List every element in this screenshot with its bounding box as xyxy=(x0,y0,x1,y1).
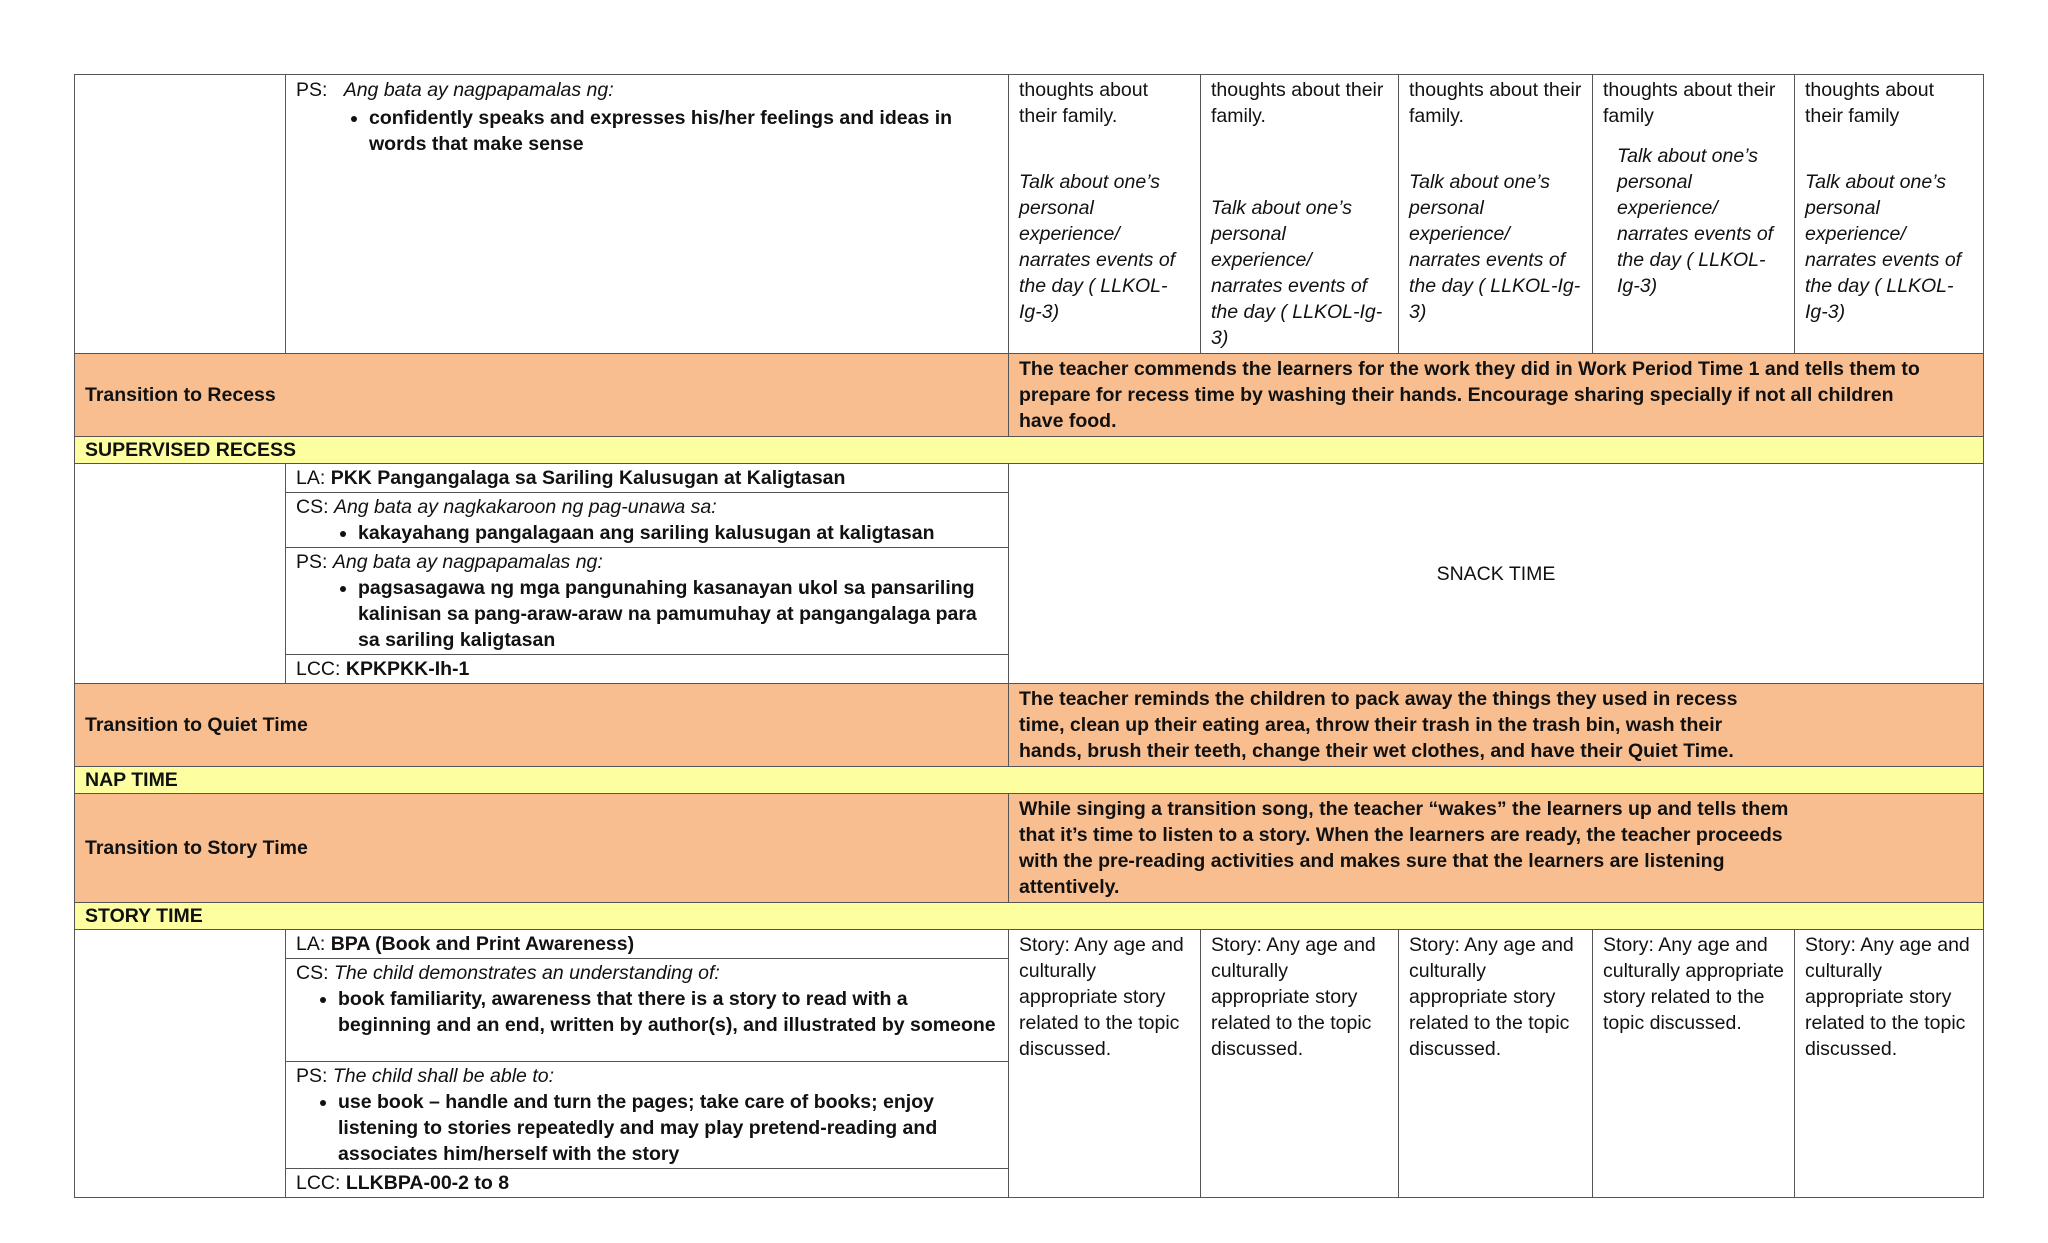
day-4-cell xyxy=(1593,75,1795,354)
ps-cell xyxy=(286,75,1009,354)
story-block-row xyxy=(75,930,1984,1198)
story-lcc-prefix: LCC: xyxy=(296,1172,341,1194)
recess-block-row xyxy=(75,464,1984,684)
recess-lcc-prefix: LCC: xyxy=(296,658,341,680)
story-time-row xyxy=(75,903,1984,930)
story-competency-cell xyxy=(286,930,1009,1198)
story-cs-bullet: • book familiarity, awareness that there is a story to read with a beginning and an end, written by author(s), and illustrated by someone xyxy=(338,986,998,1038)
day-2-cell xyxy=(1201,75,1399,354)
story-day-4: Story: Any age and culturally appropriate story related to the topic discussed. xyxy=(1593,930,1795,1198)
day-5-line1: thoughts about their family xyxy=(1805,79,1935,127)
recess-lcc xyxy=(286,655,1008,684)
story-cs-prefix: CS: xyxy=(296,962,329,984)
story-ps-prefix: PS: xyxy=(296,1065,328,1087)
recess-la xyxy=(286,464,1008,493)
story-time-label: STORY TIME xyxy=(75,903,1984,930)
transition-recess-label: Transition to Recess xyxy=(75,354,1009,437)
nap-time-label: NAP TIME xyxy=(75,767,1984,794)
story-day-1: Story: Any age and culturally appropriate story related to the topic discussed. xyxy=(1009,930,1201,1198)
recess-ps-lead: Ang bata ay nagpapamalas ng: xyxy=(332,551,603,573)
story-la xyxy=(286,930,1008,959)
recess-competency-cell xyxy=(286,464,1009,684)
story-ps-lead: The child shall be able to: xyxy=(332,1065,554,1087)
day-1-line1: thoughts about their family. xyxy=(1019,79,1149,127)
story-day-3: Story: Any age and culturally appropriate story related to the topic discussed. xyxy=(1399,930,1593,1198)
transition-recess-text: The teacher commends the learners for the work they did in Work Period Time 1 and tells them to prepare for recess time by washing their hands. Encourage sharing specially if not all children have food. xyxy=(1009,354,1984,437)
recess-competency-table xyxy=(286,464,1008,683)
day-5-cell xyxy=(1795,75,1984,354)
day-2-line2: Talk about one’s personal experience/ narrates events of the day ( LLKOL-Ig-3) xyxy=(1211,197,1383,349)
ps-lead: Ang bata ay nagpapamalas ng: xyxy=(343,79,614,101)
day-1-line2: Talk about one’s personal experience/ narrates events of the day ( LLKOL-Ig-3) xyxy=(1019,171,1176,323)
day-3-line2: Talk about one’s personal experience/ narrates events of the day ( LLKOL-Ig-3) xyxy=(1409,171,1581,323)
day-5-line2: Talk about one’s personal experience/ narrates events of the day ( LLKOL-Ig-3) xyxy=(1805,171,1962,323)
story-competency-table xyxy=(286,930,1008,1197)
ps-bullet: • confidently speaks and expresses his/her feelings and ideas in words that make sense xyxy=(369,105,998,157)
transition-quiet-label: Transition to Quiet Time xyxy=(75,684,1009,767)
supervised-recess-row xyxy=(75,437,1984,464)
daily-lesson-log-table xyxy=(74,74,1984,1198)
recess-ps-prefix: PS: xyxy=(296,551,328,573)
empty-cell xyxy=(75,464,286,684)
story-la-prefix: LA: xyxy=(296,933,326,955)
story-day-5: Story: Any age and culturally appropriate story related to the topic discussed. xyxy=(1795,930,1984,1198)
transition-quiet-row xyxy=(75,684,1984,767)
day-1-cell xyxy=(1009,75,1201,354)
transition-story-label: Transition to Story Time xyxy=(75,794,1009,903)
story-ps-bullet: • use book – handle and turn the pages; take care of books; enjoy listening to stories repeatedly and may play pretend-reading and associates him/herself with the story xyxy=(338,1089,998,1167)
story-cs-lead: The child demonstrates an understanding of: xyxy=(333,962,720,984)
recess-cs-prefix: CS: xyxy=(296,496,329,518)
story-la-value: BPA (Book and Print Awareness) xyxy=(330,933,635,955)
transition-recess-row xyxy=(75,354,1984,437)
ps-prefix: PS: xyxy=(296,79,328,101)
empty-cell xyxy=(75,75,286,354)
transition-story-text: While singing a transition song, the teacher “wakes” the learners up and tells them that it’s time to listen to a story. When the learners are ready, the teacher proceeds with the pre-reading activities and makes sure that the learners are listening attentively. xyxy=(1009,794,1984,903)
oral-language-row xyxy=(75,75,1984,354)
recess-ps xyxy=(286,548,1008,655)
recess-lcc-value: KPKPKK-Ih-1 xyxy=(345,658,470,680)
story-cs xyxy=(286,959,1008,1062)
day-4-line1: thoughts about their family xyxy=(1603,79,1776,127)
recess-cs xyxy=(286,493,1008,548)
story-ps xyxy=(286,1062,1008,1169)
transition-quiet-text: The teacher reminds the children to pack away the things they used in recess time, clean up their eating area, throw their trash in the trash bin, wash their hands, brush their teeth, change their wet clothes, and have their Quiet Time. xyxy=(1009,684,1984,767)
recess-la-prefix: LA: xyxy=(296,467,326,489)
recess-cs-lead: Ang bata ay nagkakaroon ng pag-unawa sa: xyxy=(333,496,717,518)
nap-time-row xyxy=(75,767,1984,794)
lesson-plan-sheet xyxy=(74,74,1983,1198)
empty-cell xyxy=(75,930,286,1198)
day-2-line1: thoughts about their family. xyxy=(1211,79,1384,127)
snack-time-label: SNACK TIME xyxy=(1436,562,1556,585)
day-3-line1: thoughts about their family. xyxy=(1409,79,1582,127)
recess-cs-bullet: • kakayahang pangalagaan ang sariling kalusugan at kaligtasan xyxy=(358,520,998,546)
snack-time-cell xyxy=(1009,464,1984,684)
recess-ps-bullet: • pagsasagawa ng mga pangunahing kasanayan ukol sa pansariling kalinisan sa pang-araw-araw na pamumuhay at pangangalaga para sa sariling kaligtasan xyxy=(358,575,998,653)
supervised-recess-label: SUPERVISED RECESS xyxy=(75,437,1984,464)
day-4-line2: Talk about one’s personal experience/ narrates events of the day ( LLKOL-Ig-3) xyxy=(1617,145,1774,297)
day-3-cell xyxy=(1399,75,1593,354)
story-lcc-value: LLKBPA-00-2 to 8 xyxy=(345,1172,510,1194)
story-day-2: Story: Any age and culturally appropriate story related to the topic discussed. xyxy=(1201,930,1399,1198)
story-lcc xyxy=(286,1169,1008,1198)
recess-la-value: PKK Pangangalaga sa Sariling Kalusugan at Kaligtasan xyxy=(330,467,846,489)
transition-story-row xyxy=(75,794,1984,903)
